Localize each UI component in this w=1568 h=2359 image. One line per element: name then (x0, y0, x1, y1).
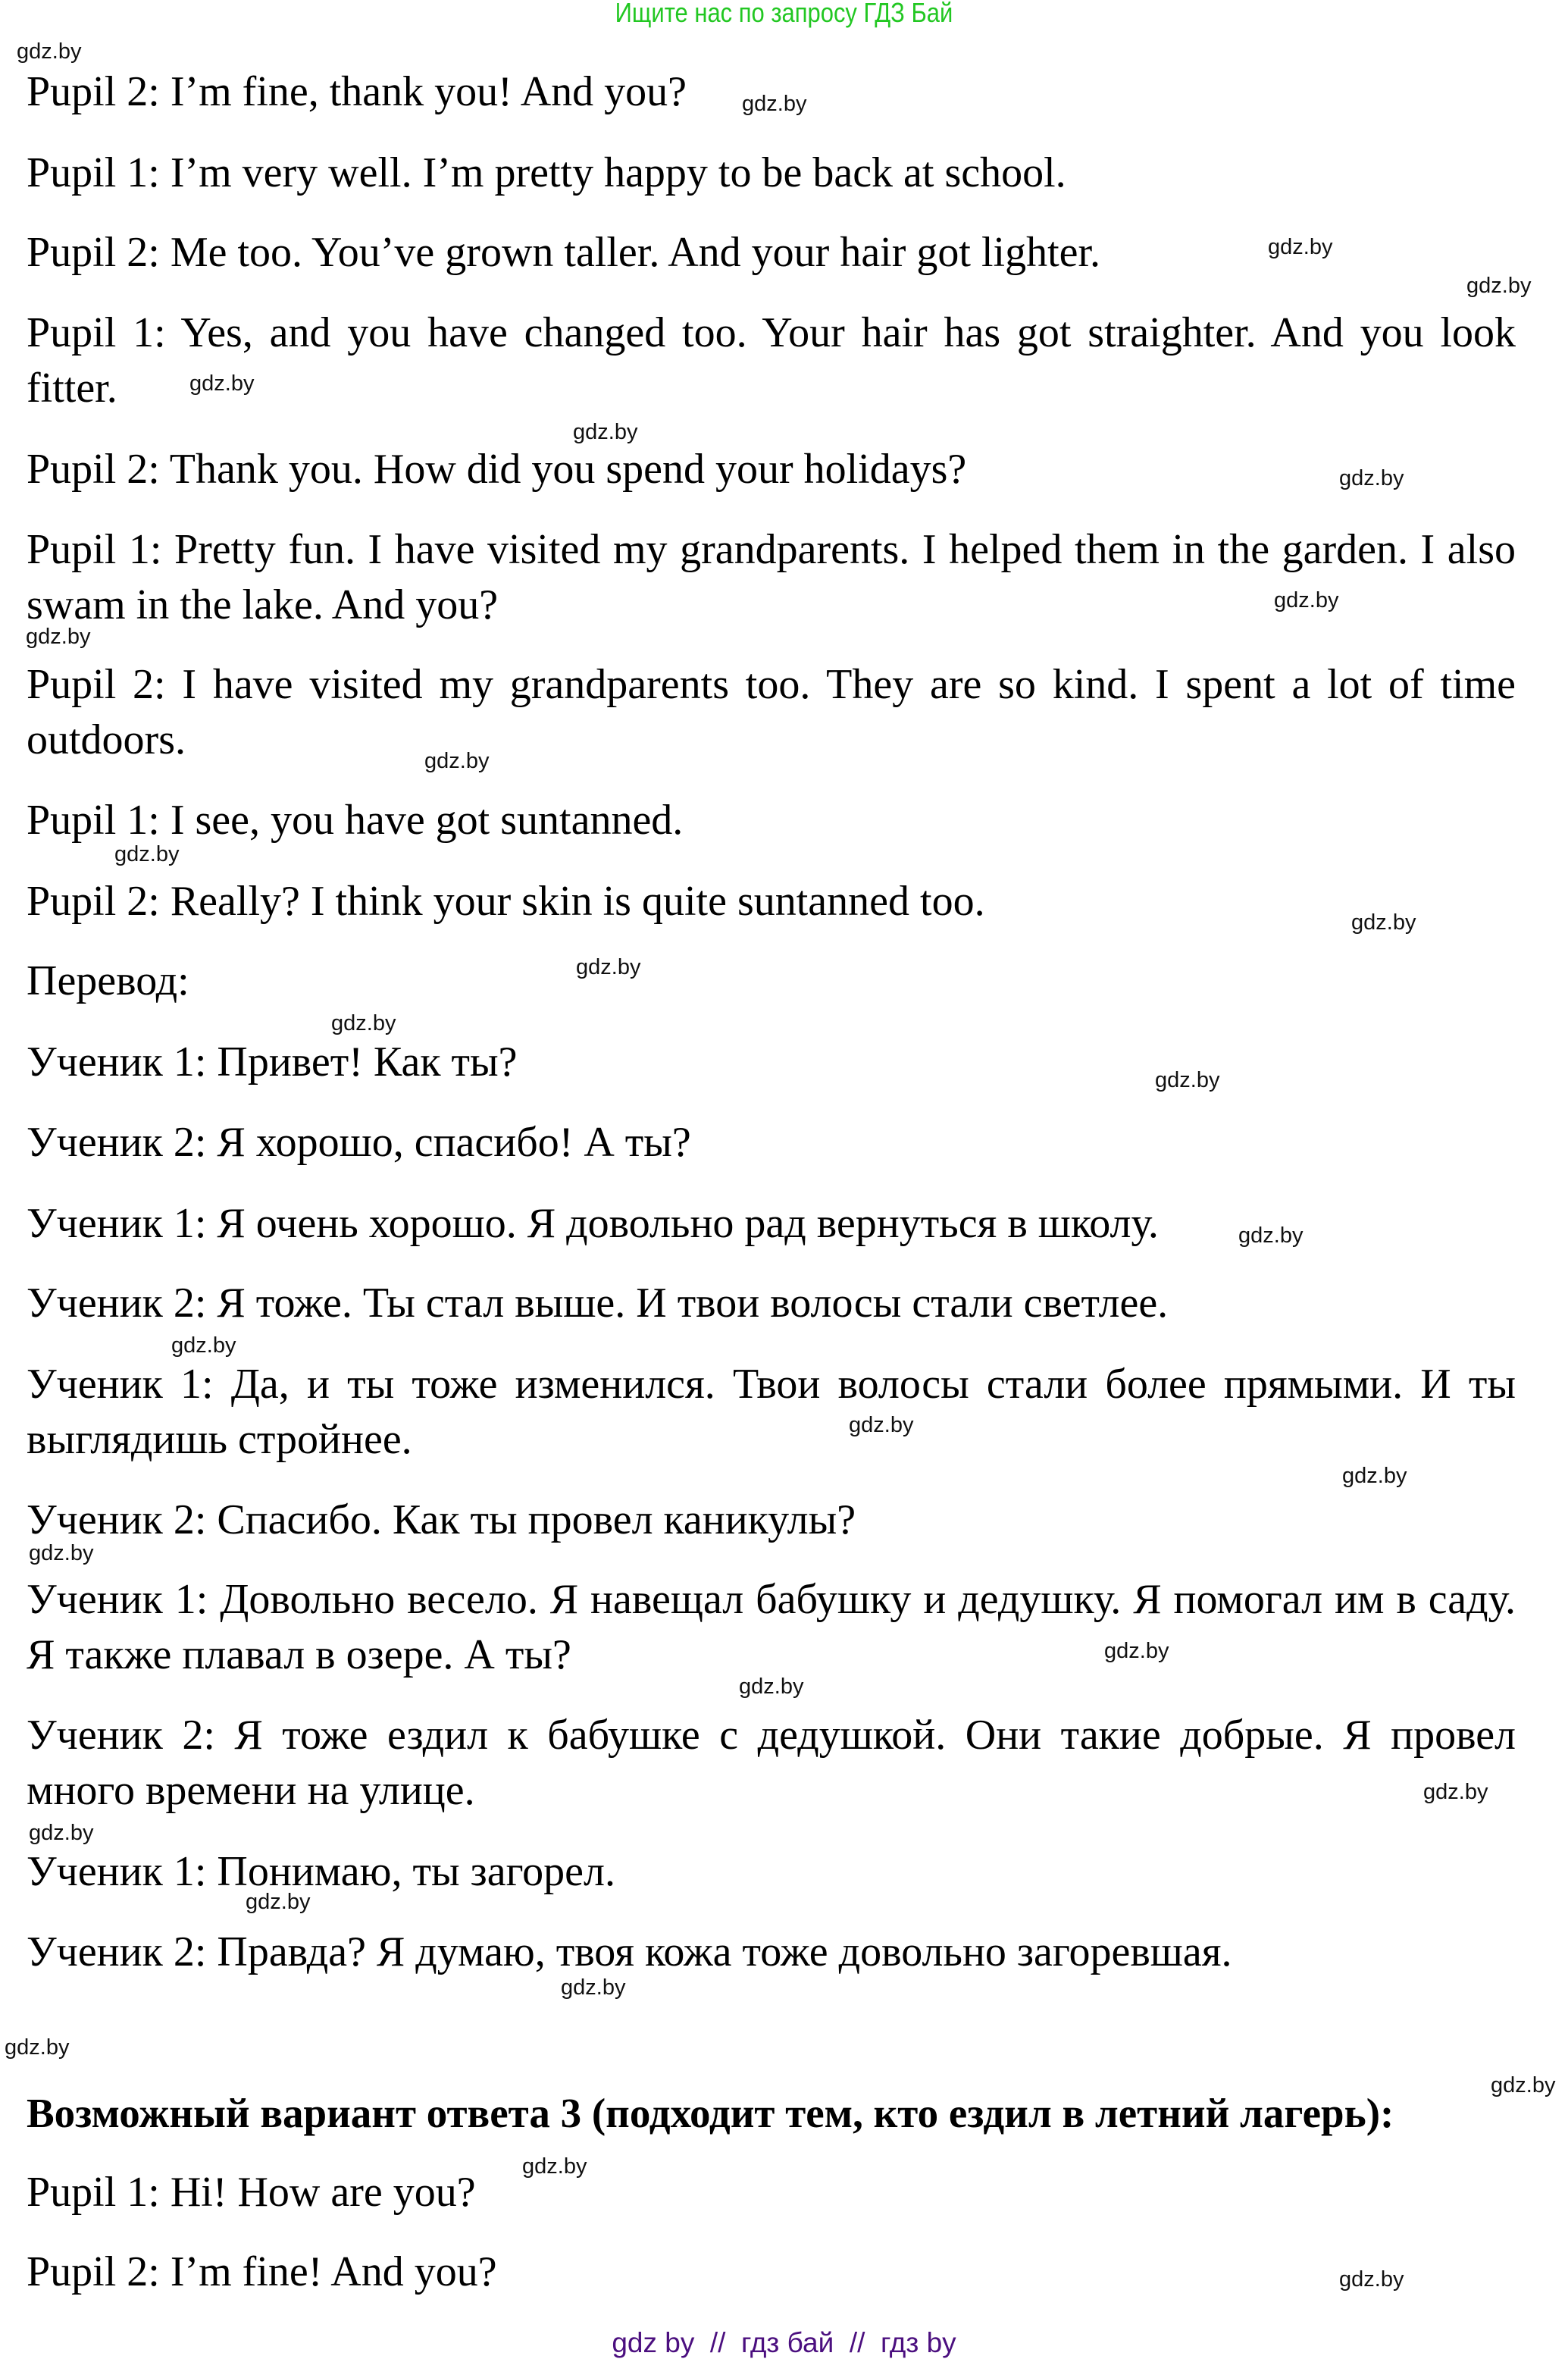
dialogue-line: Pupil 2: I’m fine! And you? (27, 2248, 497, 2295)
dialogue-line: Pupil 1: Hi! How are you? (27, 2169, 476, 2216)
watermark: gdz.by (522, 2154, 587, 2179)
watermark: gdz.by (1268, 235, 1333, 259)
watermark: gdz.by (331, 1011, 396, 1035)
watermark: gdz.by (1238, 1223, 1304, 1248)
translation-line: Ученик 1: Понимаю, ты загорел. (27, 1848, 615, 1895)
watermark: gdz.by (29, 1821, 94, 1845)
watermark: gdz.by (739, 1674, 804, 1699)
watermark: gdz.by (29, 1541, 94, 1565)
watermark: gdz.by (189, 371, 255, 396)
dialogue-line: Pupil 1: I’m very well. I’m pretty happy to be back at school. (27, 149, 1066, 196)
watermark: gdz.by (573, 420, 638, 444)
translation-line: Ученик 2: Я хорошо, спасибо! А ты? (27, 1119, 691, 1166)
watermark: gdz.by (742, 92, 807, 116)
dialogue-line: Pupil 1: I see, you have got suntanned. (27, 797, 684, 844)
watermark: gdz.by (561, 1975, 626, 2000)
watermark: gdz.by (1342, 1464, 1407, 1488)
dialogue-line: Pupil 2: Thank you. How did you spend your holidays? (27, 446, 967, 493)
translation-line: Ученик 1: Я очень хорошо. Я довольно рад вернуться в школу. (27, 1200, 1159, 1247)
watermark: gdz.by (424, 749, 490, 773)
translation-line: Ученик 1: Довольно весело. Я навещал бабушку и дедушку. Я помогал им в саду. Я также плавал в озере. А ты? (27, 1576, 1516, 1678)
watermark: gdz.by (1274, 588, 1339, 612)
watermark: gdz.by (849, 1413, 914, 1437)
watermark: gdz.by (1466, 274, 1532, 298)
dialogue-line: Pupil 1: Pretty fun. I have visited my grandparents. I helped them in the garden. I also swam in the lake. And you? (27, 526, 1516, 628)
watermark: gdz.by (246, 1890, 311, 1914)
translation-line: Ученик 2: Я тоже ездил к бабушке с дедушкой. Они такие добрые. Я провел много времени на улице. (27, 1712, 1516, 1814)
watermark: gdz.by (1423, 1780, 1488, 1804)
dialogue-line: Pupil 2: I’m fine, thank you! And you? (27, 68, 687, 115)
watermark: gdz.by (171, 1333, 236, 1358)
translation-line: Ученик 2: Спасибо. Как ты провел каникулы? (27, 1496, 856, 1543)
watermark: gdz.by (26, 625, 91, 649)
translation-line: Ученик 1: Привет! Как ты? (27, 1039, 518, 1086)
watermark: gdz.by (1155, 1068, 1220, 1092)
dialogue-line: Pupil 2: Really? I think your skin is quite suntanned too. (27, 878, 985, 925)
translation-line: Ученик 2: Правда? Я думаю, твоя кожа тоже довольно загоревшая. (27, 1928, 1232, 1975)
dialogue-line: Pupil 1: Yes, and you have changed too. Your hair has got straighter. And you look fitter. (27, 309, 1516, 412)
watermark: gdz.by (1339, 466, 1404, 490)
dialogue-line: Pupil 2: I have visited my grandparents too. They are so kind. I spent a lot of time outdoors. (27, 661, 1516, 763)
variant-heading: Возможный вариант ответа 3 (подходит тем, кто ездил в летний лагерь): (27, 2090, 1394, 2136)
watermark: gdz.by (5, 2035, 70, 2060)
footer-links: gdz by // гдз бай // гдз by (612, 2327, 956, 2358)
watermark: gdz.by (1339, 2267, 1404, 2292)
watermark: gdz.by (1104, 1639, 1169, 1663)
translation-line: Ученик 2: Я тоже. Ты стал выше. И твои волосы стали светлее. (27, 1280, 1169, 1327)
watermark: gdz.by (1351, 910, 1416, 935)
watermark: gdz.by (114, 842, 180, 866)
watermark: gdz.by (576, 955, 641, 979)
dialogue-line: Pupil 2: Me too. You’ve grown taller. And your hair got lighter. (27, 229, 1101, 276)
watermark: gdz.by (17, 39, 82, 64)
translation-line: Ученик 1: Да, и ты тоже изменился. Твои волосы стали более прямыми. И ты выглядишь стройнее. (27, 1361, 1516, 1463)
translation-label: Перевод: (27, 957, 189, 1004)
search-hint-banner: Ищите нас по запросу ГДЗ Бай (615, 0, 953, 28)
watermark: gdz.by (1491, 2073, 1556, 2097)
